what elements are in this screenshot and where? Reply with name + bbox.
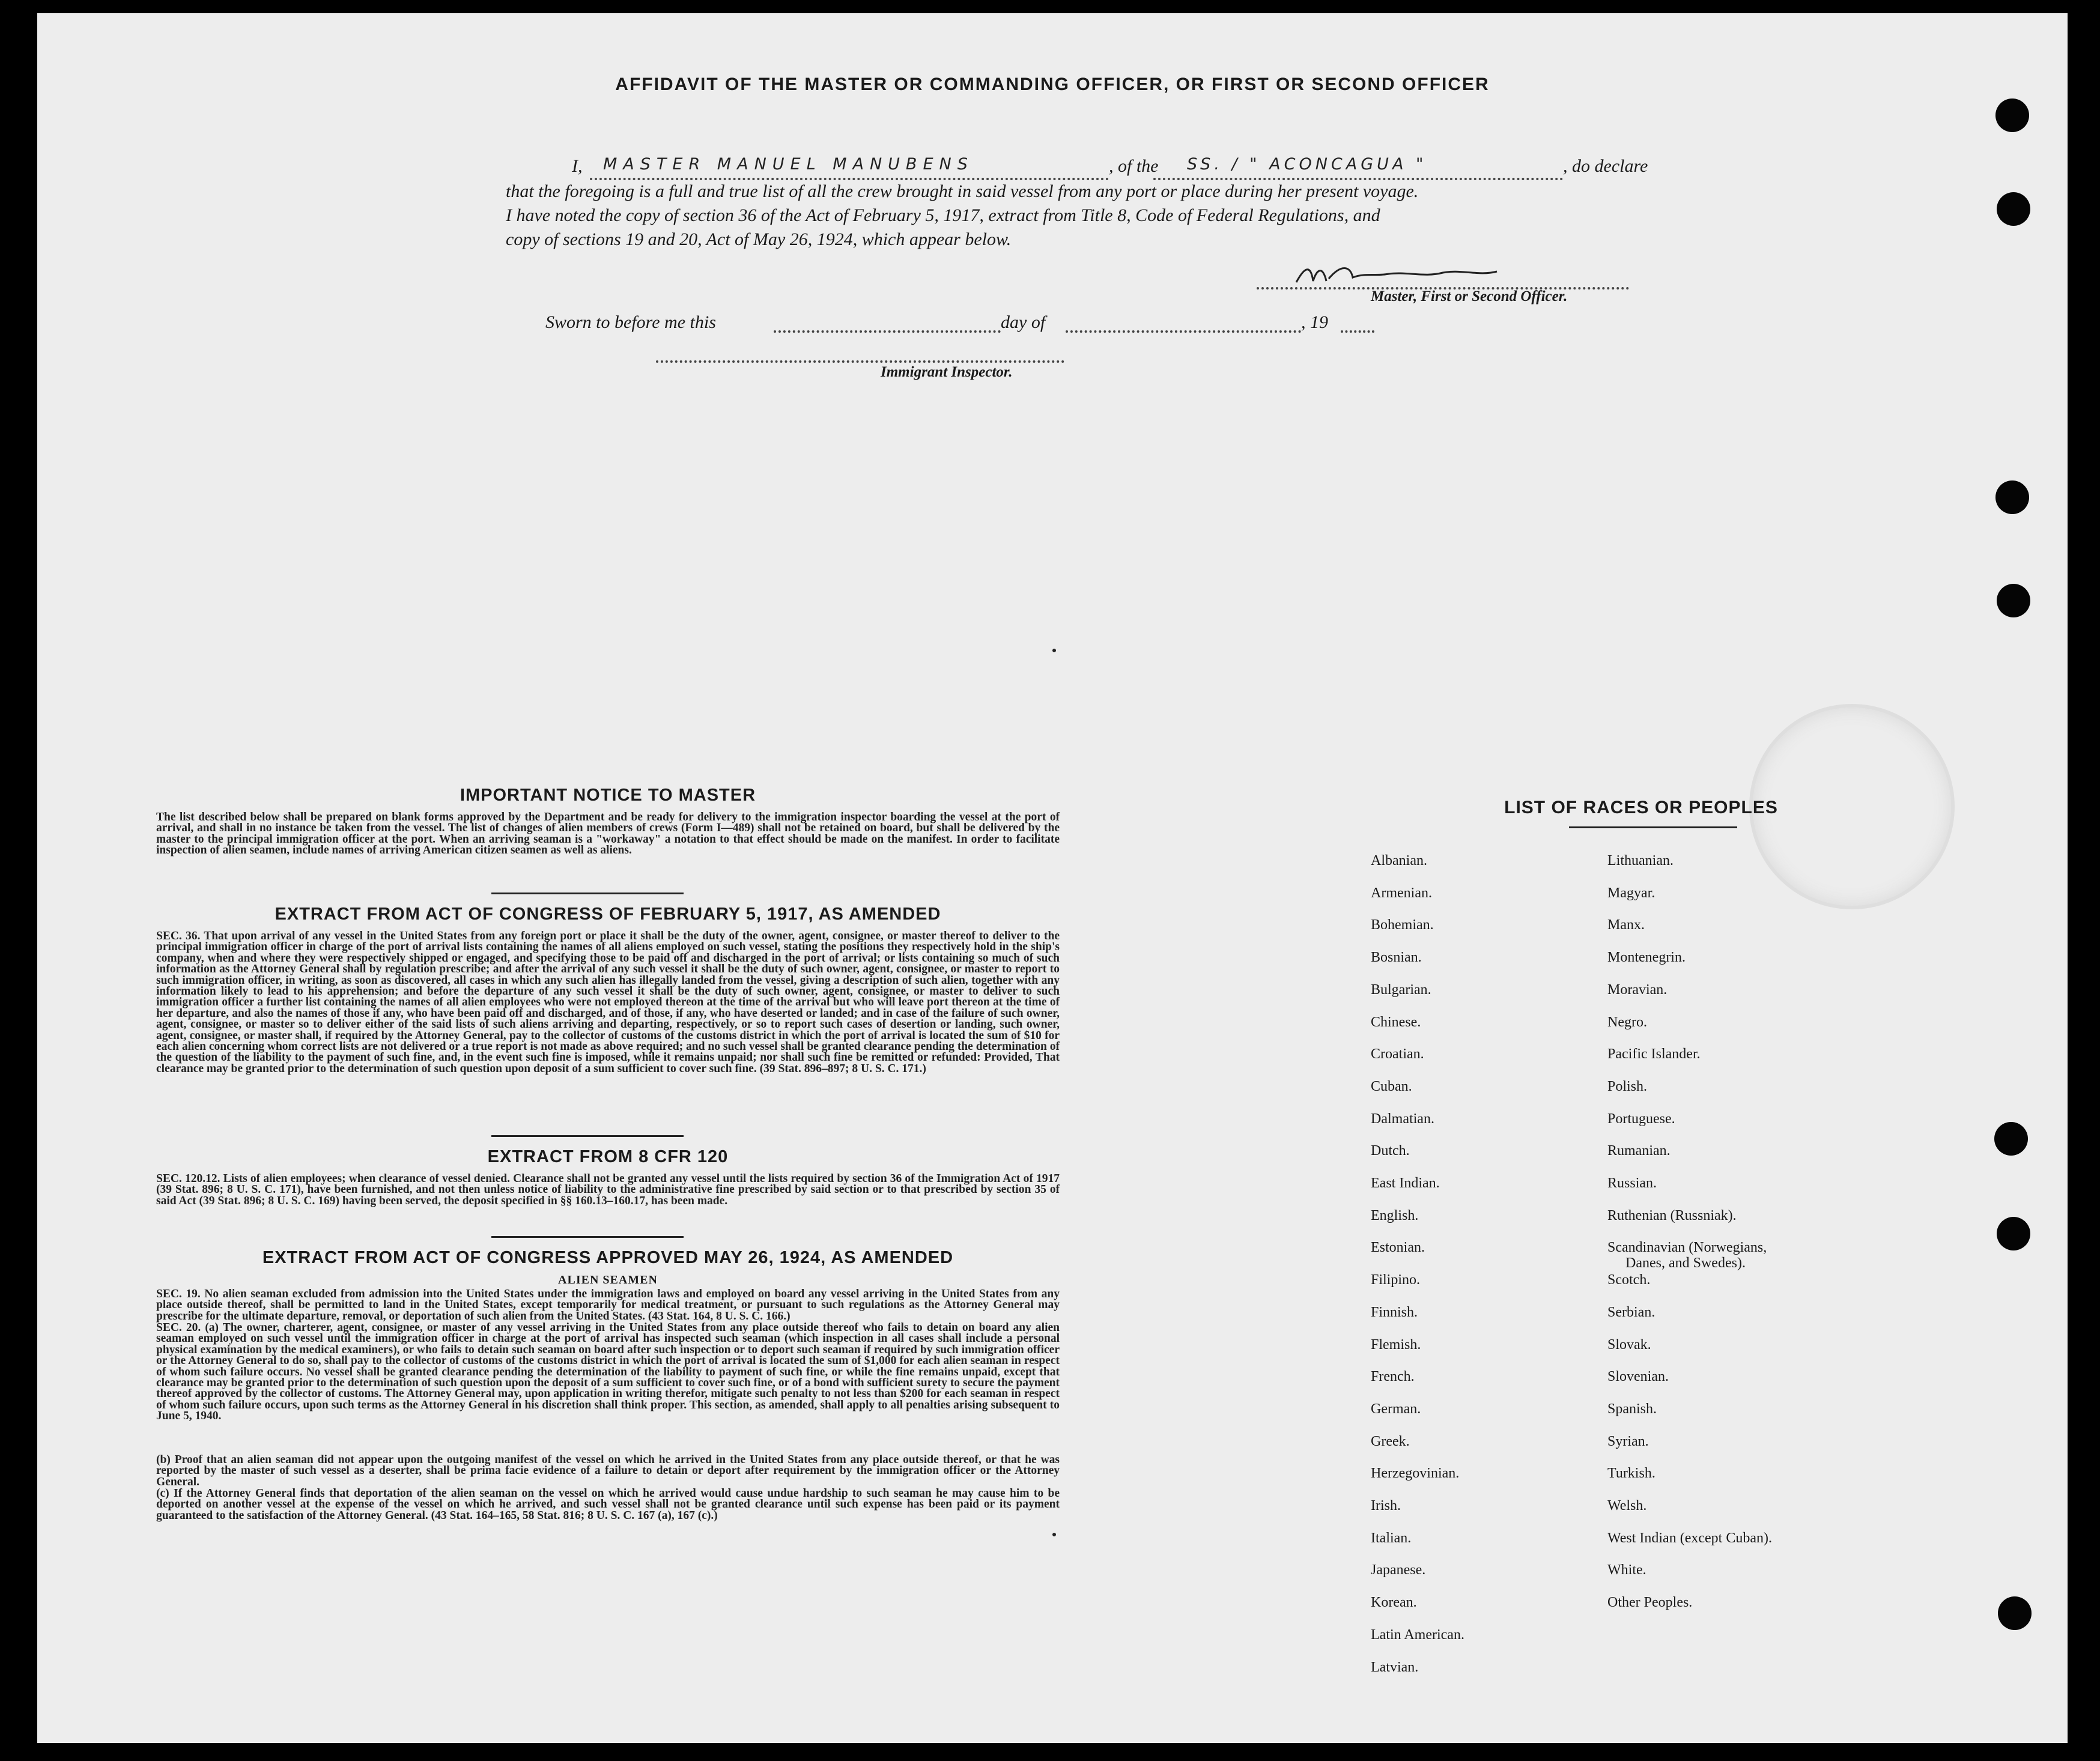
affidavit-of-the-label: , of the	[1109, 156, 1159, 176]
race-item: Korean.	[1371, 1595, 1417, 1610]
race-item: Armenian.	[1371, 885, 1432, 901]
notice-text: The list described below shall be prepared on blank forms approved by the Department and be ready for delivery to the immigration inspector boarding the vessel at the port of arrival, and shall in no instance be taken from the vessel. The list of changes of alien members of crews (Form I—489) shall not be retained on board, but shall be delivered by the master to the principal immigration officer at the port. When an arriving seaman is a "workaway" a notation to that effect should be made on the manifest. In order to facilitate inspection of alien seamen, include names of arriving American citizen seamen as well as aliens.	[156, 811, 1060, 857]
race-item: Albanian.	[1371, 853, 1427, 868]
divider	[491, 1135, 684, 1137]
race-item: White.	[1607, 1562, 1646, 1578]
races-title: LIST OF RACES OR PEOPLES	[1504, 798, 1778, 817]
race-item: Slovenian.	[1607, 1369, 1669, 1384]
vessel-name-line	[1153, 155, 1563, 180]
race-item: Slovak.	[1607, 1337, 1651, 1353]
race-item: Estonian.	[1371, 1240, 1425, 1255]
race-item: Bohemian.	[1371, 917, 1434, 933]
extract-1924-title: EXTRACT FROM ACT OF CONGRESS APPROVED MAY 26, 1924, AS AMENDED	[262, 1248, 954, 1267]
sworn-month-line	[1066, 315, 1301, 333]
sworn-year-line	[1341, 315, 1374, 333]
extract-1917-title: EXTRACT FROM ACT OF CONGRESS OF FEBRUARY 5, 1917, AS AMENDED	[275, 905, 941, 924]
race-item: West Indian (except Cuban).	[1607, 1530, 1772, 1546]
race-item: Other Peoples.	[1607, 1595, 1693, 1610]
race-item: Irish.	[1371, 1498, 1401, 1514]
race-item: French.	[1371, 1369, 1415, 1384]
punch-hole	[1997, 584, 2030, 617]
race-item: Ruthenian (Russniak).	[1607, 1208, 1737, 1223]
race-item: Serbian.	[1607, 1305, 1655, 1320]
race-item: Spanish.	[1607, 1401, 1657, 1417]
affidavit-title: AFFIDAVIT OF THE MASTER OR COMMANDING OFFICER, OR FIRST OR SECOND OFFICER	[615, 74, 1490, 94]
divider	[491, 1236, 684, 1238]
sworn-label: Sworn to before me this	[545, 312, 716, 332]
race-item: Portuguese.	[1607, 1111, 1675, 1127]
race-item: Italian.	[1371, 1530, 1412, 1546]
race-item: Negro.	[1607, 1014, 1647, 1030]
affidavit-i-label: I,	[572, 156, 583, 176]
race-item: Latin American.	[1371, 1627, 1464, 1643]
punch-hole	[1995, 99, 2029, 132]
race-item: Filipino.	[1371, 1272, 1421, 1288]
divider	[1569, 826, 1737, 828]
race-item: Latvian.	[1371, 1659, 1419, 1675]
race-item: German.	[1371, 1401, 1421, 1417]
day-of-label: day of	[1001, 312, 1046, 332]
punch-hole	[1997, 192, 2030, 226]
inspector-caption: Immigrant Inspector.	[881, 364, 1013, 380]
race-item: Manx.	[1607, 917, 1645, 933]
race-item: Russian.	[1607, 1175, 1657, 1191]
race-item: Chinese.	[1371, 1014, 1421, 1030]
speck	[1052, 649, 1056, 652]
race-item: Polish.	[1607, 1079, 1648, 1094]
divider	[491, 893, 684, 894]
sec-20c-text: (c) If the Attorney General finds that deportation of the alien seaman on the vessel on which he arrived would cause undue hardship to such seaman he may cause him to be deported on another vessel at the expense of the vessel on which he arrived, and such vessel shall not be granted clearance until such expense has been paid or its payment guaranteed to the satisfaction of the Attorney General. (43 Stat. 164–165, 58 Stat. 816; 8 U. S. C. 167 (a), 167 (c).)	[156, 1487, 1060, 1522]
race-item: Cuban.	[1371, 1079, 1412, 1094]
sec-19-text: SEC. 19. No alien seaman excluded from admission into the United States under the immigration laws and employed on board any vessel arriving in the United States from any place outside thereof, shall be permitted to land in the United States, except temporarily for medical treatment, or pursuant to such regulations as the Attorney General may prescribe for the ultimate departure, removal, or deportation of such alien from the United States. (43 Stat. 164, 8 U. S. C. 166.)	[156, 1288, 1060, 1323]
race-item: Welsh.	[1607, 1498, 1647, 1514]
extract-1917-text: SEC. 36. That upon arrival of any vessel in the United States from any foreign port or place it shall be the duty of the owner, agent, consignee, or master thereof to deliver to the principal immigration officer in charge of the port of arrival lists containing the names of all aliens employed on such vessel, stating the positions they respectively hold in the ship's company, when and where they were respectively shipped or engaged, and specifying those to be paid off and discharged in the port of arrival; or lists containing so much of such information as the Attorney General shall by regulation prescribe; and after the arrival of any such vessel it shall be the duty of such owner, agent, consignee, or master to report to such immigration officer, in writing, as soon as discovered, all cases in which any such alien has illegally landed from the vessel, giving a description of such alien, together with any information likely to lead to his apprehension; and before the departure of any such vessel it shall be the duty of such owner, agent, consignee, or master to deliver to such immigration officer a further list containing the names of all alien employees who were not employed thereon at the time of the arrival but who will leave port thereon at the time of her departure, and also the names of those if any, who have been paid off and discharged, and of those, if any, who have deserted or landed; and in case of the failure of such owner, agent, consignee, or master so to deliver either of the said lists of such aliens arriving and departing, respectively, or so to report such cases of desertion or landing, such owner, agent, consignee, or master shall, if required by the Attorney General, pay to the collector of customs of the customs district in which the port of arrival is located the sum of $10 for each alien concerning whom correct lists are not delivered or a true report is not made as above required; and no such vessel shall be granted clearance pending the determination of the question of the liability to the payment of such fine, and, in the event such fine is imposed, while it remains unpaid; nor shall such fine be remitted or refunded: Provided, That clearance may be granted prior to the determination of such question upon deposit of a sum sufficient to cover such fine. (39 Stat. 896–897; 8 U. S. C. 171.)	[156, 930, 1060, 1075]
race-item: Herzegovinian.	[1371, 1465, 1460, 1481]
master-name-line	[590, 155, 1109, 180]
race-item: Magyar.	[1607, 885, 1655, 901]
signature-mark	[1293, 261, 1521, 289]
year-prefix: , 19	[1301, 312, 1328, 332]
inspector-signature-line	[656, 354, 1064, 363]
affidavit-line-2: that the foregoing is a full and true list of all the crew brought in said vessel from any port or place during her present voyage.	[506, 181, 1419, 201]
signature-line	[1257, 261, 1629, 289]
alien-seamen-subtitle: ALIEN SEAMEN	[558, 1273, 658, 1287]
race-item: Finnish.	[1371, 1305, 1418, 1320]
extract-cfr-title: EXTRACT FROM 8 CFR 120	[487, 1147, 729, 1166]
race-item: Danes, and Swedes).	[1625, 1255, 1746, 1271]
affidavit-declare-label: , do declare	[1563, 156, 1648, 176]
punch-hole	[1997, 1217, 2030, 1250]
race-item: Moravian.	[1607, 982, 1668, 998]
signature-caption: Master, First or Second Officer.	[1371, 288, 1568, 305]
master-name-value: MASTER MANUEL MANUBENS	[603, 155, 974, 174]
race-item: Rumanian.	[1607, 1143, 1671, 1159]
notice-title: IMPORTANT NOTICE TO MASTER	[460, 786, 756, 805]
affidavit-line-4: copy of sections 19 and 20, Act of May 26, 1924, which appear below.	[506, 229, 1012, 249]
punch-hole	[1998, 1596, 2032, 1630]
race-item: Croatian.	[1371, 1046, 1424, 1062]
race-item: English.	[1371, 1208, 1419, 1223]
form-page	[37, 13, 2068, 1743]
race-item: Pacific Islander.	[1607, 1046, 1701, 1062]
affidavit-line-3: I have noted the copy of section 36 of the Act of February 5, 1917, extract from Title 8, Code of Federal Regulations, and	[506, 205, 1380, 225]
sec-20a-text: SEC. 20. (a) The owner, charterer, agent, consignee, or master of any vessel arriving in the United States from any place outside thereof who fails to detain on board any alien seaman employed on such vessel until the immigration officer in charge at the port of arrival has inspected such seaman (which inspection in all cases shall include a personal physical examination by the medical examiners), or who fails to detain such seaman on board after such inspection or to deport such seaman if required by such immigration officer or the Attorney General to do so, shall pay to the collector of customs of the customs district in which the port of arrival is located the sum of $1,000 for each alien seaman in respect of whom such failure occurs. No vessel shall be granted clearance pending the determination of the liability to payment of such fine, or while the fine remains unpaid, except that clearance may be granted prior to the determination of such question upon the deposit of a sum sufficient to cover such fine, or of a bond with sufficient surety to secure the payment thereof approved by the collector of customs. The Attorney General may, upon application in writing therefor, mitigate such penalty to not less than $200 for each seaman in respect of whom such failure occurs, upon such terms as the Attorney General in his discretion shall think proper. This section, as amended, shall apply to all penalties arising subsequent to June 5, 1940.	[156, 1321, 1060, 1423]
race-item: Dalmatian.	[1371, 1111, 1434, 1127]
race-item: Dutch.	[1371, 1143, 1410, 1159]
race-item: East Indian.	[1371, 1175, 1440, 1191]
speck	[1052, 1533, 1056, 1536]
race-item: Turkish.	[1607, 1465, 1655, 1481]
race-item: Syrian.	[1607, 1434, 1649, 1449]
race-item: Greek.	[1371, 1434, 1410, 1449]
punch-hole	[1994, 1122, 2028, 1156]
race-item: Montenegrin.	[1607, 950, 1686, 965]
race-item: Scandinavian (Norwegians,	[1607, 1240, 1767, 1255]
vessel-name-value: SS. / " ACONCAGUA "	[1187, 155, 1427, 174]
punch-hole	[1995, 480, 2029, 514]
extract-cfr-text: SEC. 120.12. Lists of alien employees; when clearance of vessel denied. Clearance shall not be granted any vessel until the lists required by section 36 of the Immigration Act of 1917 (39 Stat. 896; 8 U. S. C. 171), have been furnished, and not then unless notice of liability to the administrative fine prescribed by said section or to that prescribed by section 35 of said Act (39 Stat. 896; 8 U. S. C. 169) having been served, the deposit specified in §§ 160.13–160.17, has been made.	[156, 1172, 1060, 1207]
race-item: Bosnian.	[1371, 950, 1422, 965]
sec-20b-text: (b) Proof that an alien seaman did not appear upon the outgoing manifest of the vessel on which he arrived in the United States from any place outside thereof, or that he was reported by the master of such vessel as a deserter, shall be prima facie evidence of a failure to detain or deport after requirement by the immigration officer or the Attorney General.	[156, 1453, 1060, 1488]
race-item: Bulgarian.	[1371, 982, 1431, 998]
race-item: Lithuanian.	[1607, 853, 1674, 868]
race-item: Japanese.	[1371, 1562, 1426, 1578]
sworn-day-line	[774, 315, 1001, 333]
race-item: Scotch.	[1607, 1272, 1651, 1288]
race-item: Flemish.	[1371, 1337, 1421, 1353]
